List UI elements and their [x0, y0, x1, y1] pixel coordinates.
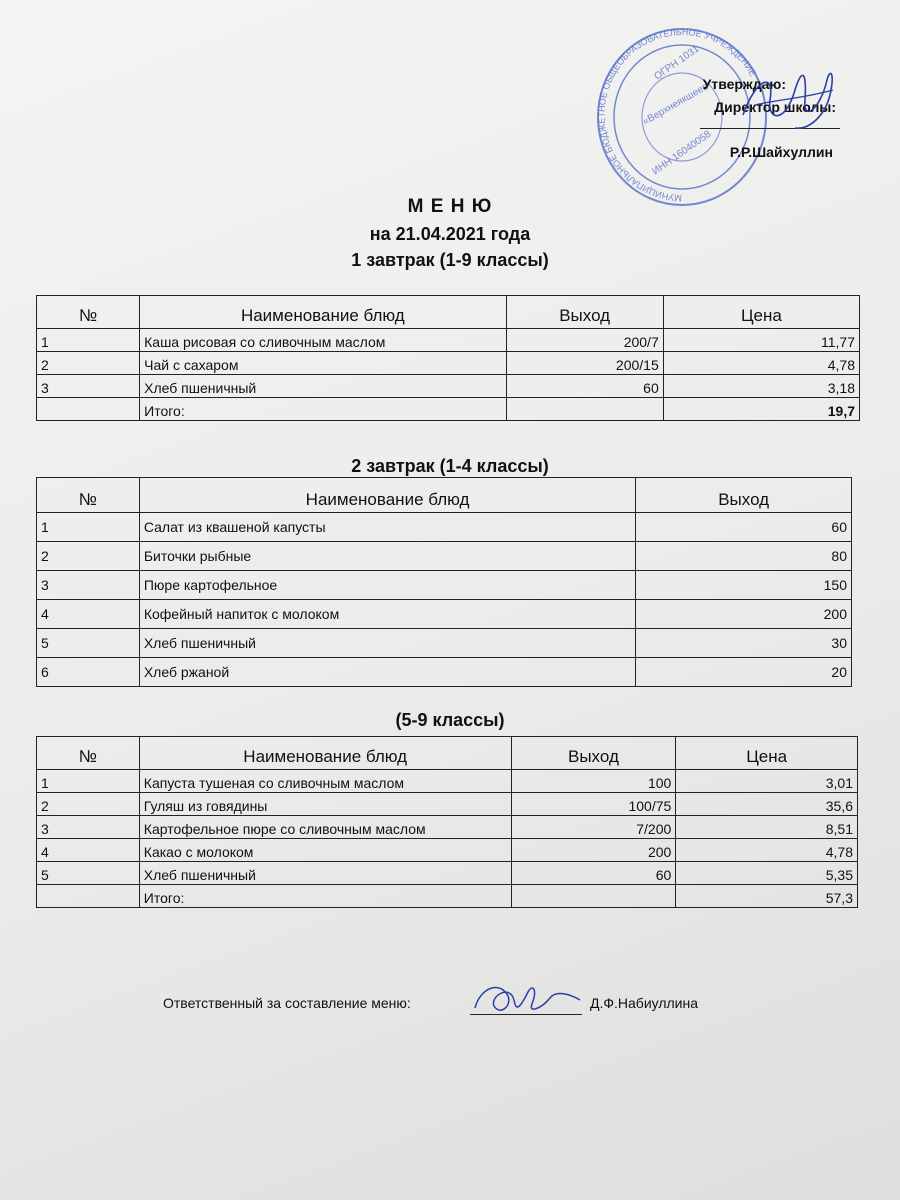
responsible-signature	[470, 978, 585, 1020]
approval-line-1: Утверждаю:	[702, 76, 786, 92]
stamp-inner-text-2: «Верхнеякшеев	[641, 81, 711, 128]
cell-number: 5	[37, 862, 140, 885]
cell-empty	[506, 398, 663, 421]
cell-price: 35,6	[676, 793, 858, 816]
stamp-ring-text: МУНИЦИПАЛЬНОЕ БЮДЖЕТНОЕ ОБЩЕОБРАЗОВАТЕЛЬНОЕ УЧРЕЖДЕНИЕ	[596, 26, 759, 204]
table-row	[37, 571, 852, 600]
table-row	[37, 352, 860, 375]
page-title: М Е Н Ю	[407, 196, 493, 217]
col-header-portion: Выход	[511, 737, 676, 770]
cell-portion: 150	[636, 571, 852, 600]
cell-number: 1	[37, 513, 140, 542]
cell-price: 3,01	[676, 770, 858, 793]
cell-empty	[37, 398, 140, 421]
cell-dish: Салат из квашеной капусты	[139, 513, 635, 542]
menu-table-1	[36, 295, 860, 421]
cell-price: 5,35	[676, 862, 858, 885]
cell-dish: Пюре картофельное	[139, 571, 635, 600]
table-row	[37, 375, 860, 398]
cell-number: 3	[37, 375, 140, 398]
total-value: 57,3	[676, 885, 858, 908]
col-header-number: №	[37, 296, 140, 329]
col-header-dish: Наименование блюд	[139, 737, 511, 770]
cell-dish: Гуляш из говядины	[139, 793, 511, 816]
cell-portion: 60	[506, 375, 663, 398]
cell-number: 1	[37, 329, 140, 352]
cell-number: 2	[37, 542, 140, 571]
stamp-inner-text-1: ОГРН 1031	[652, 43, 702, 83]
cell-dish: Картофельное пюре со сливочным маслом	[139, 816, 511, 839]
cell-portion: 20	[636, 658, 852, 687]
table-row	[37, 839, 858, 862]
cell-number: 5	[37, 629, 140, 658]
menu-table-3	[36, 736, 858, 908]
cell-number: 4	[37, 600, 140, 629]
table-row	[37, 793, 858, 816]
table-row	[37, 862, 858, 885]
approval-line-2: Директор школы:	[714, 99, 836, 115]
cell-price: 4,78	[676, 839, 858, 862]
col-header-portion: Выход	[636, 478, 852, 513]
table-row	[37, 600, 852, 629]
footer-label: Ответственный за составление меню:	[163, 995, 411, 1011]
cell-dish: Капуста тушеная со сливочным маслом	[139, 770, 511, 793]
col-header-number: №	[37, 478, 140, 513]
cell-portion: 200/15	[506, 352, 663, 375]
cell-price: 3,18	[663, 375, 859, 398]
col-header-number: №	[37, 737, 140, 770]
cell-price: 11,77	[663, 329, 859, 352]
cell-empty	[511, 885, 676, 908]
table-header-row	[37, 296, 860, 329]
menu-table-2	[36, 477, 852, 687]
col-header-dish: Наименование блюд	[139, 478, 635, 513]
cell-empty	[37, 885, 140, 908]
cell-portion: 100/75	[511, 793, 676, 816]
table-row	[37, 329, 860, 352]
menu-date: на 21.04.2021 года	[369, 224, 531, 244]
section-title-1: 1 завтрак (1-9 классы)	[351, 250, 549, 270]
table-row	[37, 513, 852, 542]
cell-portion: 7/200	[511, 816, 676, 839]
director-signature	[735, 60, 840, 140]
cell-portion: 80	[636, 542, 852, 571]
section-title-2: 2 завтрак (1-4 классы)	[351, 456, 549, 476]
cell-number: 1	[37, 770, 140, 793]
cell-number: 6	[37, 658, 140, 687]
cell-price: 8,51	[676, 816, 858, 839]
cell-portion: 200/7	[506, 329, 663, 352]
cell-portion: 200	[511, 839, 676, 862]
cell-dish: Каша рисовая со сливочным маслом	[140, 329, 506, 352]
col-header-price: Цена	[663, 296, 859, 329]
total-value: 19,7	[663, 398, 859, 421]
cell-portion: 60	[636, 513, 852, 542]
cell-dish: Какао с молоком	[139, 839, 511, 862]
cell-price: 4,78	[663, 352, 859, 375]
cell-portion: 60	[511, 862, 676, 885]
approval-name: Р.Р.Шайхуллин	[729, 144, 833, 160]
total-row	[37, 885, 858, 908]
cell-portion: 200	[636, 600, 852, 629]
cell-dish: Биточки рыбные	[139, 542, 635, 571]
col-header-price: Цена	[676, 737, 858, 770]
cell-portion: 100	[511, 770, 676, 793]
cell-number: 3	[37, 571, 140, 600]
table-header-row	[37, 478, 852, 513]
cell-dish: Хлеб пшеничный	[140, 375, 506, 398]
cell-dish: Хлеб пшеничный	[139, 629, 635, 658]
col-header-dish: Наименование блюд	[140, 296, 506, 329]
table-row	[37, 816, 858, 839]
table-row	[37, 629, 852, 658]
table-row	[37, 658, 852, 687]
cell-number: 2	[37, 793, 140, 816]
footer-name: Д.Ф.Набиуллина	[590, 995, 699, 1011]
cell-dish: Чай с сахаром	[140, 352, 506, 375]
section-title-3: (5-9 классы)	[395, 710, 505, 730]
cell-dish: Хлеб ржаной	[139, 658, 635, 687]
col-header-portion: Выход	[506, 296, 663, 329]
total-label: Итого:	[139, 885, 511, 908]
total-row	[37, 398, 860, 421]
total-label: Итого:	[140, 398, 506, 421]
table-row	[37, 770, 858, 793]
cell-number: 4	[37, 839, 140, 862]
cell-number: 2	[37, 352, 140, 375]
cell-dish: Хлеб пшеничный	[139, 862, 511, 885]
cell-portion: 30	[636, 629, 852, 658]
cell-dish: Кофейный напиток с молоком	[139, 600, 635, 629]
stamp-inner-text-3: ИНН 16040058	[650, 128, 714, 178]
table-row	[37, 542, 852, 571]
cell-number: 3	[37, 816, 140, 839]
table-header-row	[37, 737, 858, 770]
